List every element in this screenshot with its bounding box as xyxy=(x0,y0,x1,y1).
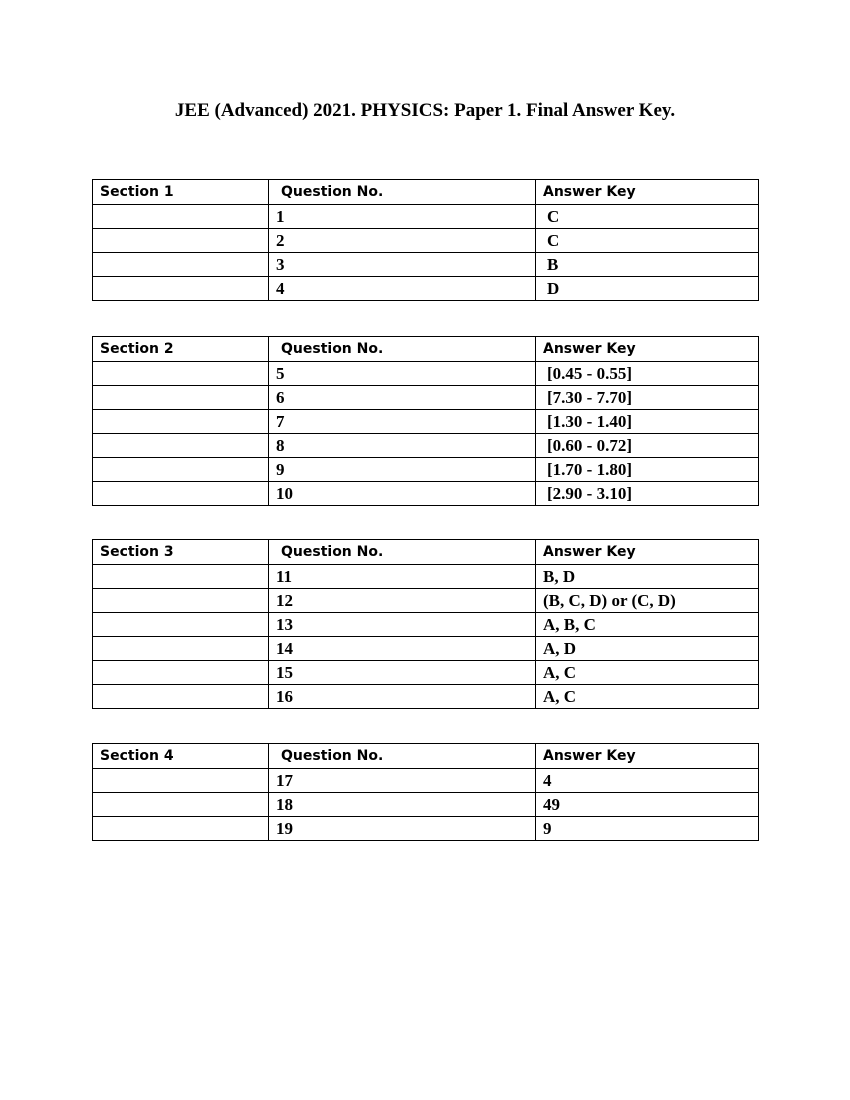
answer-value: A, C xyxy=(536,661,759,685)
empty-cell xyxy=(93,769,269,793)
question-header: Question No. xyxy=(269,540,536,565)
table-row xyxy=(93,277,759,301)
empty-cell xyxy=(93,386,269,410)
table-row xyxy=(93,565,759,589)
empty-cell xyxy=(93,793,269,817)
answer-value: A, D xyxy=(536,637,759,661)
empty-cell xyxy=(93,362,269,386)
page-title: JEE (Advanced) 2021. PHYSICS: Paper 1. Final Answer Key. xyxy=(174,100,676,121)
section-label: Section 1 xyxy=(93,180,269,205)
question-number: 15 xyxy=(269,661,536,685)
empty-cell xyxy=(93,482,269,506)
question-header: Question No. xyxy=(269,337,536,362)
question-number: 12 xyxy=(269,589,536,613)
table-row xyxy=(93,482,759,506)
answer-value: B, D xyxy=(536,565,759,589)
question-number: 1 xyxy=(269,205,536,229)
empty-cell xyxy=(93,458,269,482)
question-number: 19 xyxy=(269,817,536,841)
table-header-row xyxy=(93,337,759,362)
table-row xyxy=(93,386,759,410)
answer-value: [0.45 - 0.55] xyxy=(536,362,759,386)
answer-value: B xyxy=(536,253,759,277)
answer-header: Answer Key xyxy=(536,540,759,565)
empty-cell xyxy=(93,434,269,458)
table-row xyxy=(93,817,759,841)
question-number: 9 xyxy=(269,458,536,482)
question-number: 13 xyxy=(269,613,536,637)
empty-cell xyxy=(93,613,269,637)
table-row xyxy=(93,410,759,434)
empty-cell xyxy=(93,565,269,589)
empty-cell xyxy=(93,277,269,301)
question-number: 5 xyxy=(269,362,536,386)
table-row xyxy=(93,769,759,793)
answer-table-section-3 xyxy=(92,539,759,709)
empty-cell xyxy=(93,685,269,709)
question-number: 2 xyxy=(269,229,536,253)
table-row xyxy=(93,229,759,253)
table-row xyxy=(93,434,759,458)
answer-value: [1.30 - 1.40] xyxy=(536,410,759,434)
question-number: 18 xyxy=(269,793,536,817)
answer-table-section-1 xyxy=(92,179,759,301)
table-header-row xyxy=(93,540,759,565)
question-number: 7 xyxy=(269,410,536,434)
empty-cell xyxy=(93,817,269,841)
empty-cell xyxy=(93,410,269,434)
table-row xyxy=(93,205,759,229)
table-row xyxy=(93,793,759,817)
question-number: 16 xyxy=(269,685,536,709)
empty-cell xyxy=(93,229,269,253)
empty-cell xyxy=(93,205,269,229)
empty-cell xyxy=(93,253,269,277)
question-number: 6 xyxy=(269,386,536,410)
answer-table-section-2 xyxy=(92,336,759,506)
answer-value: C xyxy=(536,229,759,253)
question-number: 17 xyxy=(269,769,536,793)
answer-value: 4 xyxy=(536,769,759,793)
question-number: 8 xyxy=(269,434,536,458)
answer-value: [1.70 - 1.80] xyxy=(536,458,759,482)
answer-header: Answer Key xyxy=(536,180,759,205)
table-row xyxy=(93,589,759,613)
answer-table-section-4 xyxy=(92,743,759,841)
empty-cell xyxy=(93,589,269,613)
answer-value: A, C xyxy=(536,685,759,709)
empty-cell xyxy=(93,661,269,685)
table-header-row xyxy=(93,744,759,769)
table-row xyxy=(93,685,759,709)
answer-value: [0.60 - 0.72] xyxy=(536,434,759,458)
question-number: 4 xyxy=(269,277,536,301)
question-number: 11 xyxy=(269,565,536,589)
question-number: 3 xyxy=(269,253,536,277)
question-number: 10 xyxy=(269,482,536,506)
table-header-row xyxy=(93,180,759,205)
answer-value: [7.30 - 7.70] xyxy=(536,386,759,410)
section-label: Section 4 xyxy=(93,744,269,769)
table-row xyxy=(93,362,759,386)
answer-header: Answer Key xyxy=(536,744,759,769)
answer-header: Answer Key xyxy=(536,337,759,362)
table-row xyxy=(93,661,759,685)
question-header: Question No. xyxy=(269,744,536,769)
answer-value: A, B, C xyxy=(536,613,759,637)
answer-value: C xyxy=(536,205,759,229)
table-row xyxy=(93,613,759,637)
section-label: Section 2 xyxy=(93,337,269,362)
question-header: Question No. xyxy=(269,180,536,205)
table-row xyxy=(93,253,759,277)
answer-value: D xyxy=(536,277,759,301)
table-row xyxy=(93,458,759,482)
answer-value: 49 xyxy=(536,793,759,817)
section-label: Section 3 xyxy=(93,540,269,565)
question-number: 14 xyxy=(269,637,536,661)
answer-value: (B, C, D) or (C, D) xyxy=(536,589,759,613)
empty-cell xyxy=(93,637,269,661)
answer-value: 9 xyxy=(536,817,759,841)
answer-value: [2.90 - 3.10] xyxy=(536,482,759,506)
table-row xyxy=(93,637,759,661)
